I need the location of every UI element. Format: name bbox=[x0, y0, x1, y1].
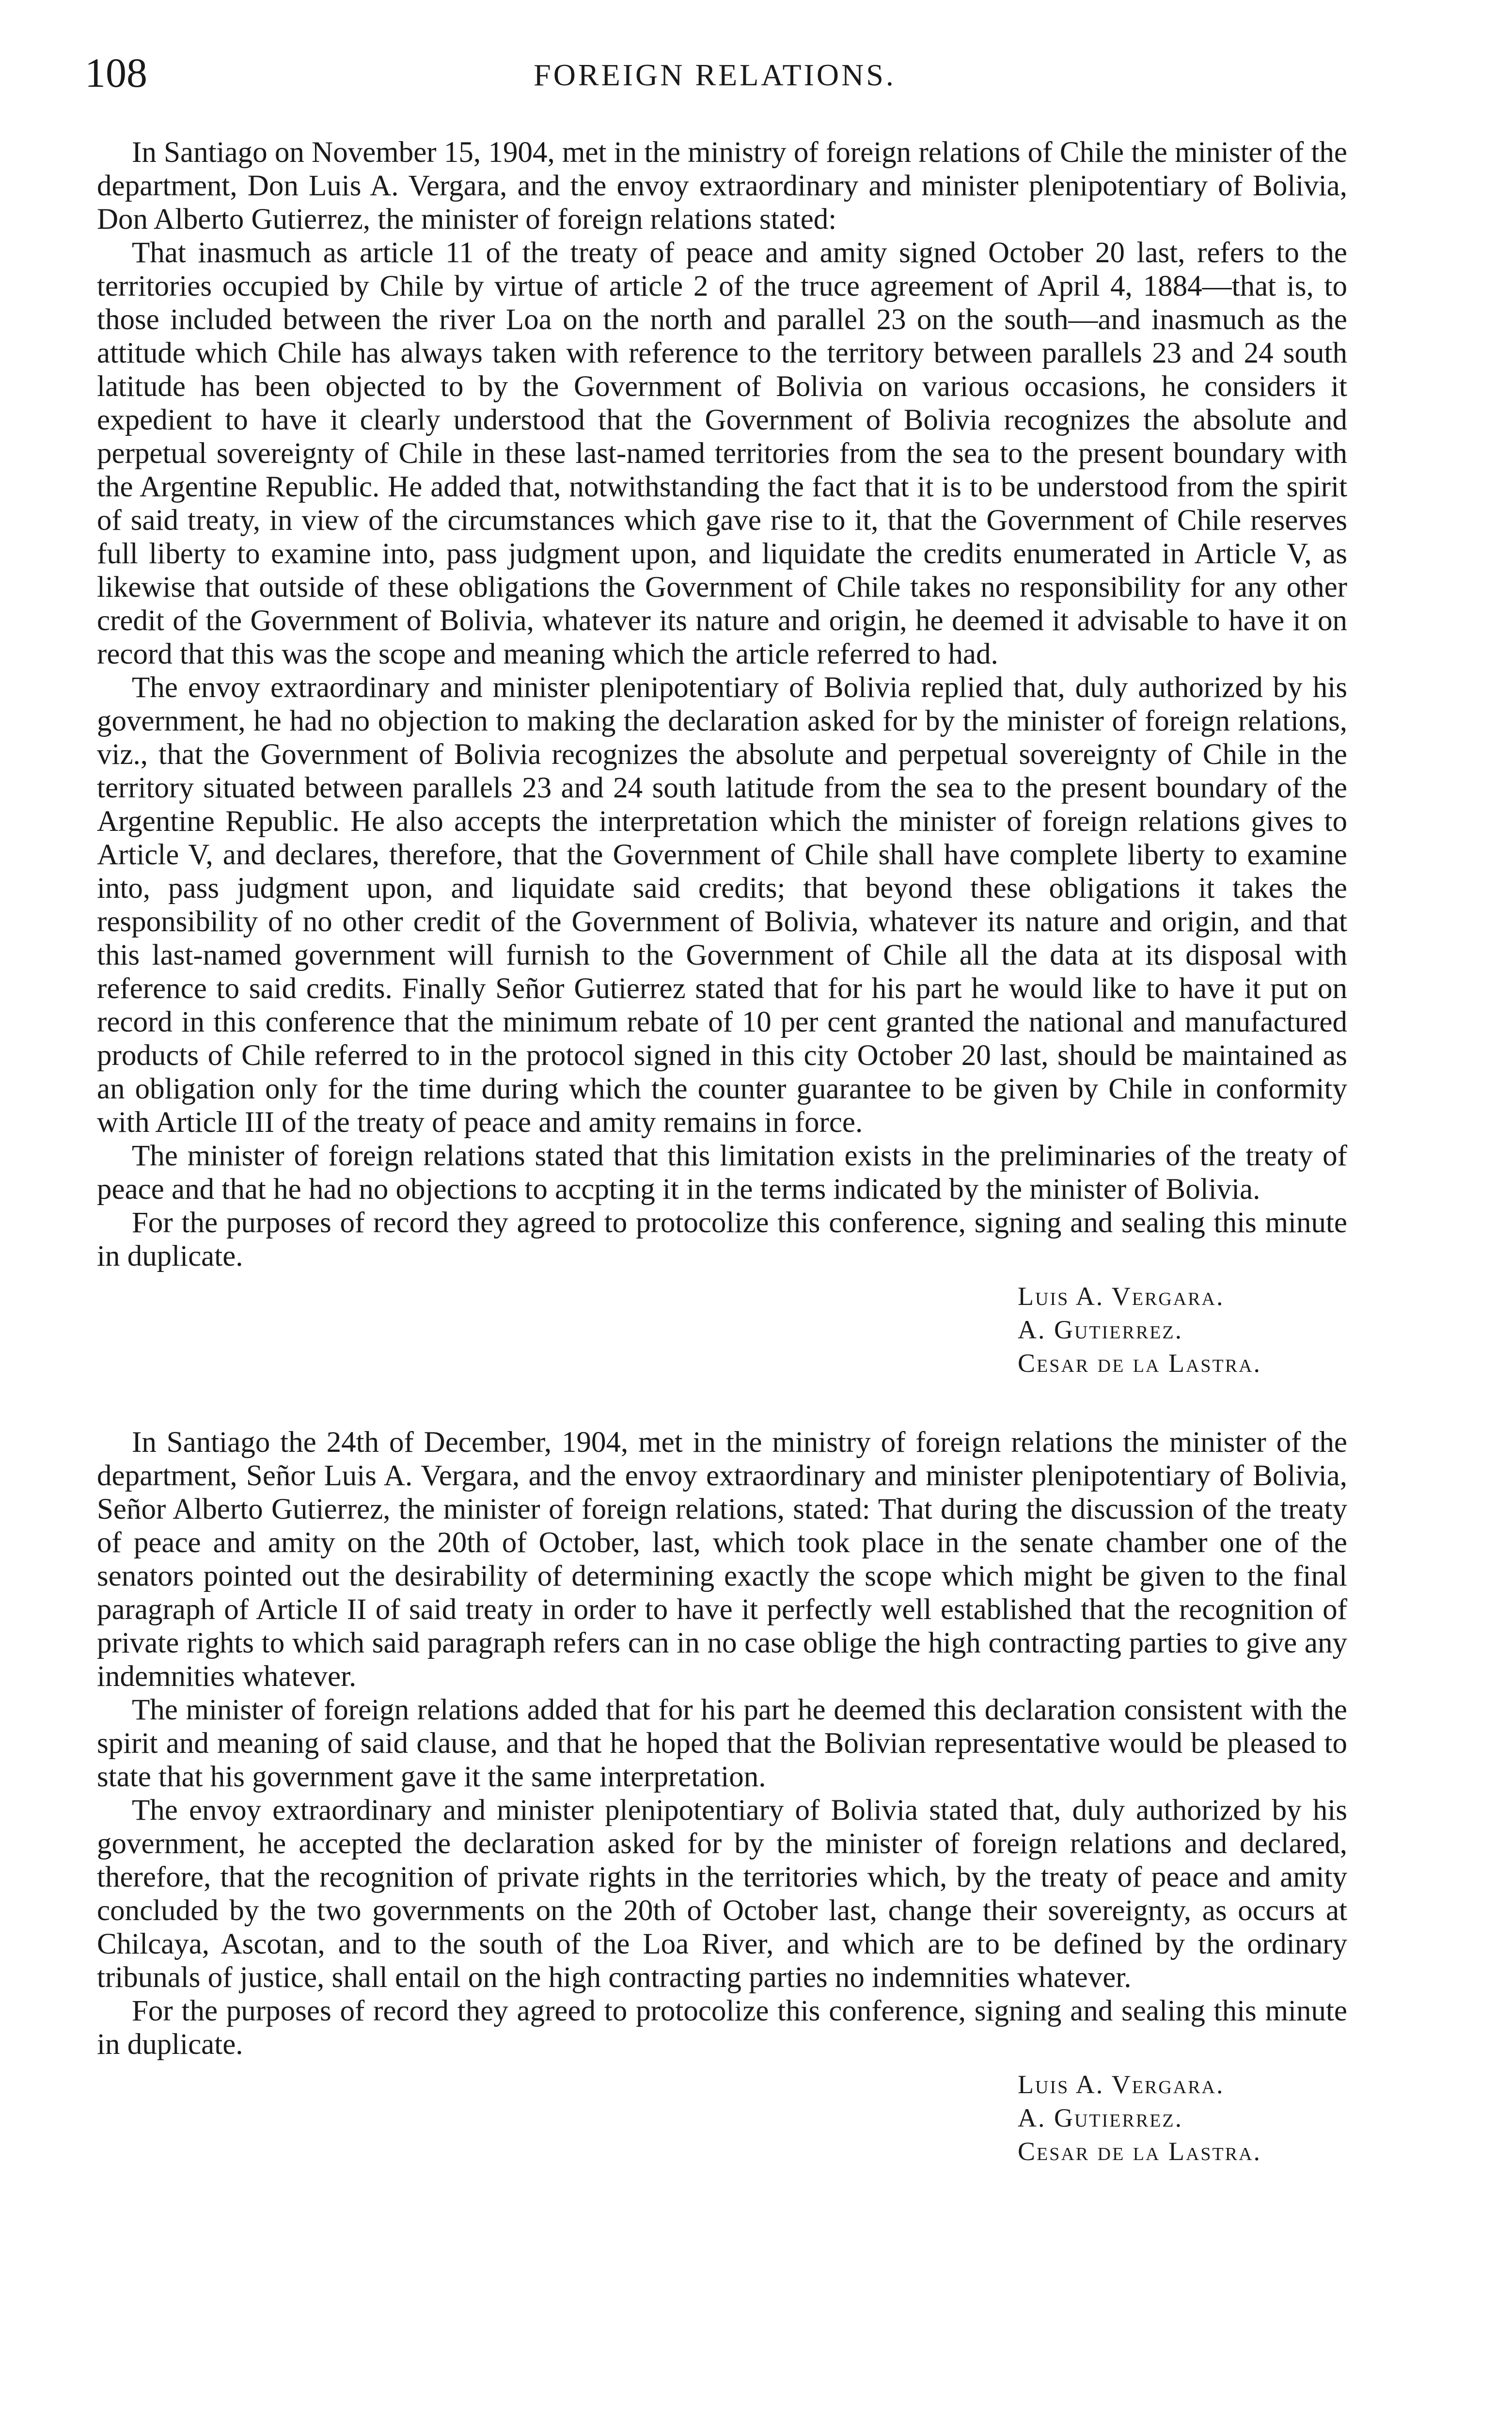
protocol-december-24 bbox=[97, 1426, 1347, 2168]
paragraph: The envoy extraordinary and minister plenipotentiary of Bolivia replied that, duly authorized by his government, he had no objection to making the declaration asked for by the minister of foreign relations, viz., that the Government of Bolivia recognizes the absolute and perpetual sovereignty of Chile in the territory situated between parallels 23 and 24 south latitude from the sea to the present boundary of the Argentine Republic. He also accepts the interpretation which the minister of foreign relations gives to Article V, and declares, therefore, that the Government of Chile shall have complete liberty to examine into, pass judgment upon, and liquidate said credits; that beyond these obligations it takes the responsibility of no other credit of the Government of Bolivia, whatever its nature and origin, and that this last-named government will furnish to the Government of Chile all the data at its disposal with reference to said credits. Finally Señor Gutierrez stated that for his part he would like to have it put on record in this conference that the minimum rebate of 10 per cent granted the national and manufactured products of Chile referred to in the protocol signed in this city October 20 last, should be maintained as an obligation only for the time during which the counter guarantee to be given by Chile in conformity with Article III of the treaty of peace and amity remains in force. bbox=[97, 671, 1347, 1139]
protocol-november-15 bbox=[97, 136, 1347, 1380]
signature-lastra: Cesar de la Lastra. bbox=[1018, 2137, 1262, 2166]
page-body bbox=[97, 136, 1347, 2168]
page-header bbox=[85, 39, 1345, 111]
paragraph: For the purposes of record they agreed to protocolize this conference, signing and sealing this minute in duplicate. bbox=[97, 1995, 1347, 2061]
signature-gutierrez: A. Gutierrez. bbox=[1018, 2103, 1183, 2132]
section-spacer bbox=[97, 1380, 1347, 1426]
signature-lastra: Cesar de la Lastra. bbox=[1018, 1349, 1262, 1378]
paragraph: The envoy extraordinary and minister plenipotentiary of Bolivia stated that, duly authorized by his government, he accepted the declaration asked for by the minister of foreign relations and declared, therefore, that the recognition of private rights in the territories which, by the treaty of peace and amity concluded by the two governments on the 20th of October last, change their sovereignty, as occurs at Chilcaya, Ascotan, and to the south of the Loa River, and which are to be defined by the ordinary tribunals of justice, shall entail on the high contracting parties no indemnities whatever. bbox=[97, 1794, 1347, 1994]
running-head: FOREIGN RELATIONS. bbox=[534, 58, 896, 92]
paragraph: In Santiago the 24th of December, 1904, met in the ministry of foreign relations the minister of the department, Señor Luis A. Vergara, and the envoy extraordinary and minister plenipotentiary of Bolivia, Señor Alberto Gutierrez, the minister of foreign relations, stated: That during the discussion of the treaty of peace and amity on the 20th of October, last, which took place in the senate chamber one of the senators pointed out the desirability of determining exactly the scope which might be given to the final paragraph of Article II of said treaty in order to have it perfectly well established that the recognition of private rights to which said paragraph refers can in no case oblige the high contracting parties to give any indemnities whatever. bbox=[97, 1426, 1347, 1693]
paragraph: The minister of foreign relations added that for his part he deemed this declaration consistent with the spirit and meaning of said clause, and that he hoped that the Bolivian representative would be pleased to state that his government gave it the same interpretation. bbox=[97, 1694, 1347, 1793]
signature-vergara: Luis A. Vergara. bbox=[1018, 1282, 1225, 1311]
signature-vergara: Luis A. Vergara. bbox=[1018, 2070, 1225, 2099]
paragraph: For the purposes of record they agreed to protocolize this conference, signing and sealing this minute in duplicate. bbox=[97, 1207, 1347, 1272]
page-number: 108 bbox=[85, 49, 147, 96]
paragraph: That inasmuch as article 11 of the treaty of peace and amity signed October 20 last, refers to the territories occupied by Chile by virtue of article 2 of the truce agreement of April 4, 1884—that is, to those included between the river Loa on the north and parallel 23 on the south—and inasmuch as the attitude which Chile has always taken with reference to the territory between parallels 23 and 24 south latitude has been objected to by the Government of Bolivia on various occasions, he considers it expedient to have it clearly understood that the Government of Bolivia recognizes the absolute and perpetual sovereignty of Chile in these last-named territories from the sea to the present boundary with the Argentine Republic. He added that, notwithstanding the fact that it is to be understood from the spirit of said treaty, in view of the circumstances which gave rise to it, that the Government of Chile reserves full liberty to examine into, pass judgment upon, and liquidate the credits enumerated in Article V, as likewise that outside of these obligations the Government of Chile takes no responsibility for any other credit of the Government of Bolivia, whatever its nature and origin, he deemed it advisable to have it on record that this was the scope and meaning which the article referred to had. bbox=[97, 237, 1347, 670]
paragraph: The minister of foreign relations stated that this limitation exists in the preliminaries of the treaty of peace and that he had no objections to accpting it in the terms indicated by the minister of Bolivia. bbox=[97, 1140, 1347, 1206]
signature-block bbox=[1018, 1280, 1347, 1380]
paragraph: In Santiago on November 15, 1904, met in the ministry of foreign relations of Chile the minister of the department, Don Luis A. Vergara, and the envoy extraordinary and minister plenipotentiary of Bolivia, Don Alberto Gutierrez, the minister of foreign relations stated: bbox=[97, 136, 1347, 236]
signature-block bbox=[1018, 2068, 1347, 2168]
signature-gutierrez: A. Gutierrez. bbox=[1018, 1315, 1183, 1344]
